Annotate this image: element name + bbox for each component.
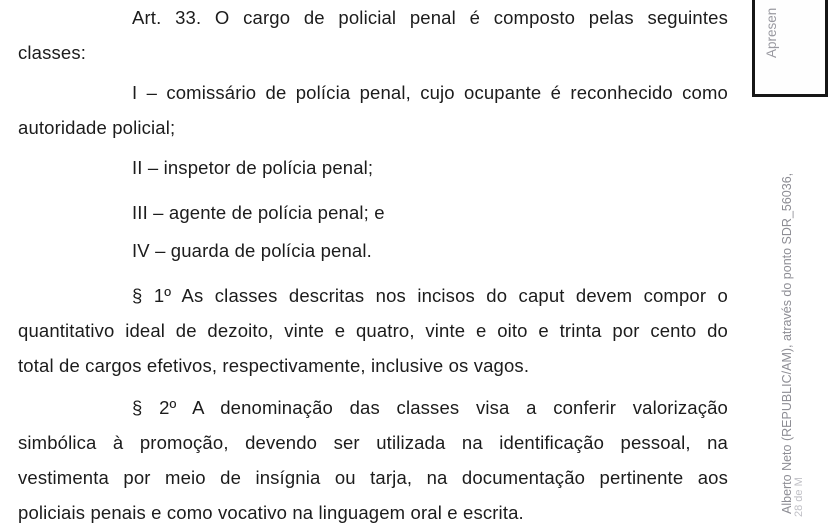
text-line: quantitativo ideal de dezoito, vinte e quatro, vinte e oito e trinta por cento do xyxy=(18,320,728,341)
text-line: I – comissário de polícia penal, cujo ocupante é reconhecido como xyxy=(132,82,728,103)
text-line: policiais penais e como vocativo na linguagem oral e escrita. xyxy=(18,502,524,523)
paragraph-inciso-ii xyxy=(18,150,728,185)
text-line: IV – guarda de polícia penal. xyxy=(132,240,372,261)
text-line: II – inspetor de polícia penal; xyxy=(132,157,374,178)
margin-annotation-stamp-label: Apresen xyxy=(764,7,779,58)
text-line: § 1º As classes descritas nos incisos do caput devem compor o xyxy=(132,285,728,306)
text-line: simbólica à promoção, devendo ser utilizada na identificação pessoal, na xyxy=(18,432,728,453)
text-line: autoridade policial; xyxy=(18,117,176,138)
margin-annotation-date-fragment: 28 de M xyxy=(793,477,805,517)
text-line: classes: xyxy=(18,42,87,63)
paragraph-inciso-iii xyxy=(18,195,728,230)
text-line: Art. 33. O cargo de policial penal é composto pelas seguintes xyxy=(132,7,728,28)
paragraph-2 xyxy=(18,390,728,530)
paragraph-inciso-iv xyxy=(18,233,728,268)
paragraph-art-33 xyxy=(18,0,728,70)
paragraph-1 xyxy=(18,278,728,383)
text-line: vestimenta por meio de insígnia ou tarja, na documentação pertinente aos xyxy=(18,467,728,488)
text-line: total de cargos efetivos, respectivamente, inclusive os vagos. xyxy=(18,355,530,376)
document-body xyxy=(18,0,728,530)
text-line: III – agente de polícia penal; e xyxy=(132,202,385,223)
text-line: § 2º A denominação das classes visa a conferir valorização xyxy=(132,397,728,418)
paragraph-inciso-i xyxy=(18,75,728,145)
margin-annotation-signature: Alberto Neto (REPUBLIC/AM), através do ponto SDR_56036, xyxy=(780,172,794,514)
